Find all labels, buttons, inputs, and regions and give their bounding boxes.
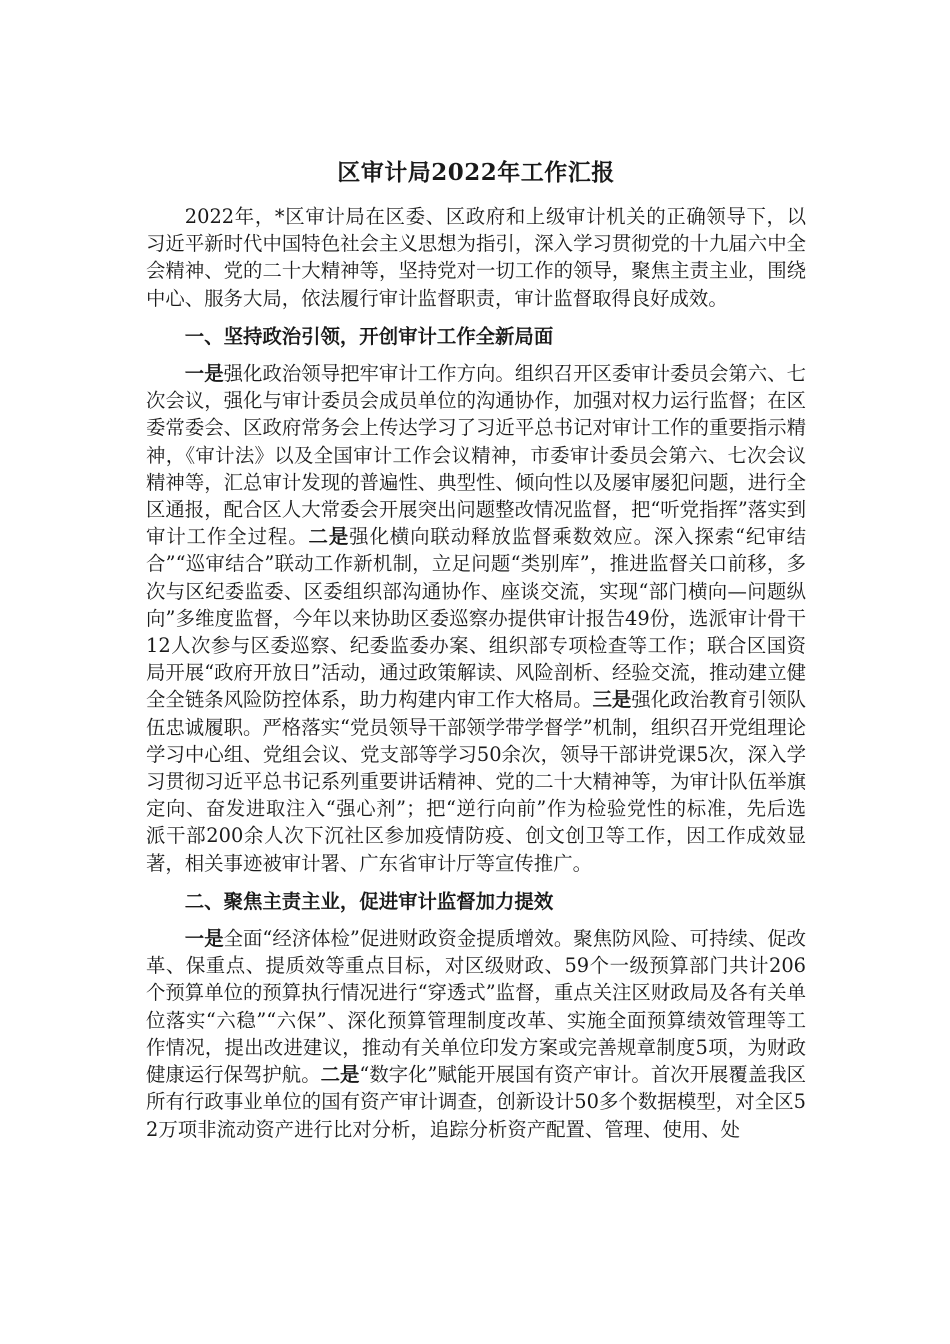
document-page [146, 155, 806, 1143]
section-2-text-1: 全面“经济体检”促进财政资金提质增效。聚焦防风险、可持续、促改革、保重点、提质效等重点目标，对区级财政、59个一级预算部门共计206个预算单位的预算执行情况进行“穿透式”监督，重点关注区财政局及各有关单位落实“六稳”“六保”、深化预算管理制度改革、实施全面预算绩效管理等工作情况，提出改进建议，推动有关单位印发方案或完善规章制度5项，为财政健康运行保驾护航。 [146, 927, 807, 1087]
section-1-text-2: 强化横向联动释放监督乘数效应。深入探索“纪审结合”“巡审结合”联动工作新机制，立足问题“类别库”，推进监督关口前移，多次与区纪委监委、区委组织部沟通协作、座谈交流，实现“部门横向—问题纵向”多维度监督，今年以来协助区委巡察办提供审计报告49份，选派审计骨干12人次参与区委巡察、纪委监委办案、组织部专项检查等工作；联合区国资局开展“政府开放日”活动，通过政策解读、风险剖析、经验交流，推动建立健全全链条风险防控体系，助力构建内审工作大格局。 [146, 525, 807, 712]
section-2-heading: 二、聚焦主责主业，促进审计监督加力提效 [184, 889, 554, 913]
section-1-heading: 一、坚持政治引领，开创审计工作全新局面 [184, 324, 554, 348]
section-2-text-2: “数字化”赋能开展国有资产审计。首次开展覆盖我区所有行政事业单位的国有资产审计调查，创新设计50多个数据模型，对全区52万项非流动资产进行比对分析，追踪分析资产配置、管理、使用、处 [146, 1063, 807, 1141]
intro-paragraph: 2022年，*区审计局在区委、区政府和上级审计机关的正确领导下，以习近平新时代中国特色社会主义思想为指引，深入学习贯彻党的十九届六中全会精神、党的二十大精神等，坚持党对一切工作的领导，聚焦主责主业，围绕中心、服务大局，依法履行审计监督职责，审计监督取得良好成效。 [146, 205, 806, 310]
lead-marker-2: 二是 [308, 525, 350, 549]
document-title: 区审计局2022年工作汇报 [337, 159, 615, 186]
section-1-text-1: 强化政治领导把牢审计工作方向。组织召开区委审计委员会第六、七次会议，强化与审计委员会成员单位的沟通协作，加强对权力运行监督；在区委常委会、区政府常务会上传达学习了习近平总书记对审计工作的重要指示精神，《审计法》以及全国审计工作会议精神，市委审计委员会第六、七次会议精神等，汇总审计发现的普遍性、典型性、倾向性以及屡审屡犯问题，进行全区通报，配合区人大常委会开展突出问题整改情况监督，把“听党指挥”落实到审计工作全过程。 [146, 362, 807, 549]
section-1-body [146, 360, 806, 877]
lead-marker-1: 一是 [184, 362, 224, 386]
section-2-body [146, 925, 806, 1143]
lead-marker-1: 一是 [184, 927, 224, 951]
section-1-text-3: 强化政治教育引领队伍忠诚履职。严格落实“党员领导干部领学带学督学”机制，组织召开党组理论学习中心组、党组会议、党支部等学习50余次，领导干部讲党课5次，深入学习贯彻习近平总书记系列重要讲话精神、党的二十大精神等，为审计队伍举旗定向、奋发进取注入“强心剂”；把“逆行向前”作为检验党性的标准，先后选派干部200余人次下沉社区参加疫情防疫、创文创卫等工作，因工作成效显著，相关事迹被审计署、广东省审计厅等宣传推广。 [146, 688, 807, 875]
lead-marker-2: 二是 [320, 1063, 360, 1087]
lead-marker-3: 三是 [592, 688, 632, 712]
